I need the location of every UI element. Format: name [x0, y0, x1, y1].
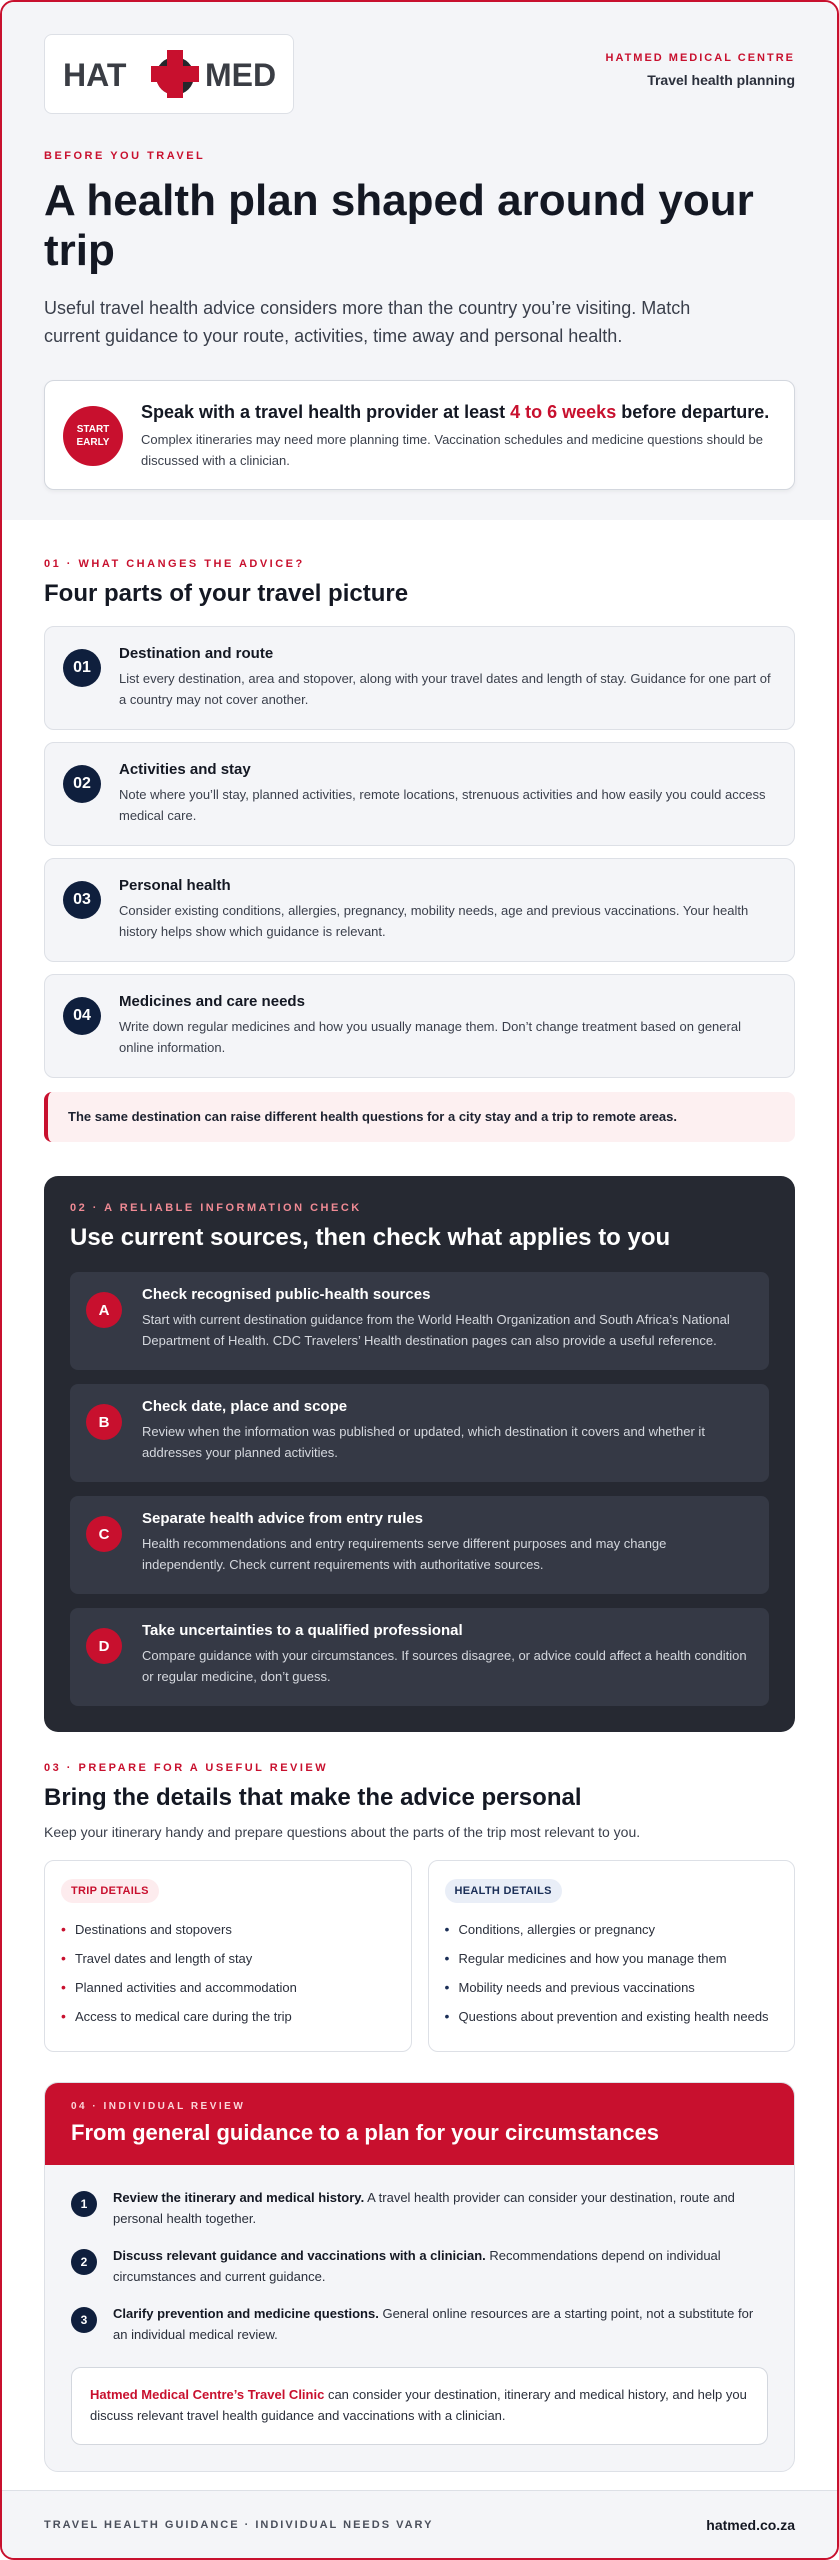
section1-title: Four parts of your travel picture	[44, 580, 409, 607]
card-activities	[44, 742, 795, 846]
list-item: • Access to medical care during the trip	[61, 2002, 395, 2031]
check-title: Check date, place and scope	[142, 1398, 348, 1415]
check-card-a	[70, 1272, 769, 1370]
step-number: 3	[71, 2307, 97, 2333]
check-card-d	[70, 1608, 769, 1706]
card-title: Destination and route	[119, 645, 274, 662]
check-body: Start with current destination guidance from the World Health Organization and South Africa’s National Department of Health. CDC Travelers’ Health destination pages can also provide a useful reference.	[142, 1312, 730, 1348]
step-title: Clarify prevention and medicine questions.	[113, 2306, 379, 2321]
trip-details-label: TRIP DETAILS	[61, 1879, 159, 1903]
check-letter: A	[86, 1292, 122, 1328]
review-step	[71, 2303, 768, 2345]
card-number: 02	[63, 765, 101, 803]
step-number: 2	[71, 2249, 97, 2275]
section2-title: Use current sources, then check what applies to you	[70, 1224, 671, 1251]
hatmed-logo[interactable]	[44, 34, 294, 114]
section3-title: Bring the details that make the advice personal	[44, 1784, 582, 1811]
step-text: A travel health provider can consider your destination, route and personal health together.	[113, 2190, 735, 2226]
weeks-highlight: 4 to 6 weeks	[510, 401, 617, 422]
step-number: 1	[71, 2191, 97, 2217]
hero-lead: Useful travel health advice considers more than the country you’re visiting. Match current guidance to your route, activities, time away and personal health.	[44, 298, 691, 346]
logo-text-right: MED	[205, 57, 277, 93]
hero-section	[2, 2, 837, 520]
section-individual-review	[44, 2082, 795, 2472]
callout-body: Complex itineraries may need more planning time. Vaccination schedules and medicine questions should be discussed with a clinician.	[141, 431, 763, 468]
start-early-badge: START EARLY	[63, 406, 123, 466]
callout-title: Speak with a travel health provider at least 4 to 6 weeks before departure.	[141, 401, 770, 422]
org-name: HATMED MEDICAL CENTRE	[605, 52, 795, 64]
card-medicines	[44, 974, 795, 1078]
list-item: • Travel dates and length of stay	[61, 1944, 395, 1973]
list-item: • Regular medicines and how you manage them	[445, 1944, 779, 1973]
check-body: Review when the information was published or updated, which destination it covers and whether it addresses your planned activities.	[142, 1424, 705, 1460]
section-information-check	[44, 1176, 795, 1732]
footer-website-link[interactable]: hatmed.co.za	[706, 2516, 795, 2533]
card-body: Consider existing conditions, allergies, pregnancy, mobility needs, age and previous vaccinations. Your health history helps show which guidance is relevant.	[119, 903, 749, 939]
list-item: • Questions about prevention and existing health needs	[445, 2002, 779, 2031]
check-card-b	[70, 1384, 769, 1482]
check-body: Health recommendations and entry requirements serve different purposes and may change independently. Check current requirements with authoritative sources.	[142, 1536, 667, 1572]
check-body: Compare guidance with your circumstances. If sources disagree, or advice could affect a health condition or regular medicine, don’t guess.	[142, 1648, 747, 1684]
section3-eyebrow: 03 · PREPARE FOR A USEFUL REVIEW	[44, 1762, 329, 1774]
list-item: • Planned activities and accommodation	[61, 1973, 395, 2002]
hero-eyebrow: BEFORE YOU TRAVEL	[44, 150, 206, 162]
section4-title: From general guidance to a plan for your circumstances	[71, 2120, 660, 2145]
footer-disclaimer: TRAVEL HEALTH GUIDANCE · INDIVIDUAL NEEDS VARY	[44, 2518, 434, 2531]
list-item: • Destinations and stopovers	[61, 1915, 395, 1944]
list-item: • Conditions, allergies or pregnancy	[445, 1915, 779, 1944]
check-letter: C	[86, 1516, 122, 1552]
step-text: Recommendations depend on individual circumstances and current guidance.	[113, 2248, 721, 2284]
health-details-card	[428, 1860, 796, 2052]
card-body: List every destination, area and stopover, along with your travel dates and length of stay. Guidance for one part of a country may not cover another.	[119, 671, 771, 707]
section-prepare-review	[2, 1732, 837, 2052]
section2-eyebrow: 02 · A RELIABLE INFORMATION CHECK	[70, 1202, 362, 1214]
check-title: Separate health advice from entry rules	[142, 1510, 423, 1527]
section3-intro: Keep your itinerary handy and prepare questions about the parts of the trip most relevant to you.	[44, 1824, 641, 1840]
card-number: 01	[63, 649, 101, 687]
step-title: Review the itinerary and medical history.	[113, 2190, 365, 2205]
section4-eyebrow: 04 · INDIVIDUAL REVIEW	[71, 2101, 246, 2112]
card-destination	[44, 626, 795, 730]
clinic-name[interactable]: Hatmed Medical Centre’s Travel Clinic	[90, 2387, 325, 2402]
review-step	[71, 2245, 768, 2287]
travel-clinic-note	[71, 2367, 768, 2445]
check-letter: D	[86, 1628, 122, 1664]
check-title: Check recognised public-health sources	[142, 1286, 431, 1303]
clinic-text: can consider your destination, itinerary and medical history, and help you discuss relevant travel health guidance and vaccinations with a clinician.	[90, 2387, 747, 2423]
page-title: A health plan shaped around your trip	[44, 176, 754, 275]
card-title: Personal health	[119, 877, 231, 894]
card-body: Note where you’ll stay, planned activities, remote locations, strenuous activities and how easily you could access medical care.	[119, 787, 766, 823]
section-travel-picture	[2, 520, 837, 1142]
card-personal-health	[44, 858, 795, 962]
footer	[2, 2490, 837, 2558]
start-early-callout	[44, 380, 795, 490]
review-step	[71, 2187, 768, 2229]
check-title: Take uncertainties to a qualified professional	[142, 1622, 463, 1639]
card-number: 04	[63, 997, 101, 1035]
section1-eyebrow: 01 · WHAT CHANGES THE ADVICE?	[44, 558, 305, 570]
header-subtitle: Travel health planning	[647, 72, 795, 88]
card-title: Activities and stay	[119, 761, 251, 778]
trip-details-card	[44, 1860, 412, 2052]
card-title: Medicines and care needs	[119, 993, 305, 1010]
check-letter: B	[86, 1404, 122, 1440]
card-body: Write down regular medicines and how you usually manage them. Don’t change treatment based on general online information.	[119, 1019, 741, 1055]
step-title: Discuss relevant guidance and vaccinations with a clinician.	[113, 2248, 486, 2263]
card-number: 03	[63, 881, 101, 919]
check-card-c	[70, 1496, 769, 1594]
logo-mark	[59, 44, 279, 104]
destination-alert: The same destination can raise different health questions for a city stay and a trip to remote areas.	[44, 1092, 795, 1142]
health-details-label: HEALTH DETAILS	[445, 1879, 562, 1903]
step-text: General online resources are a starting point, not a substitute for an individual medical review.	[113, 2306, 754, 2342]
list-item: • Mobility needs and previous vaccinations	[445, 1973, 779, 2002]
logo-text-left: HAT	[63, 57, 127, 93]
